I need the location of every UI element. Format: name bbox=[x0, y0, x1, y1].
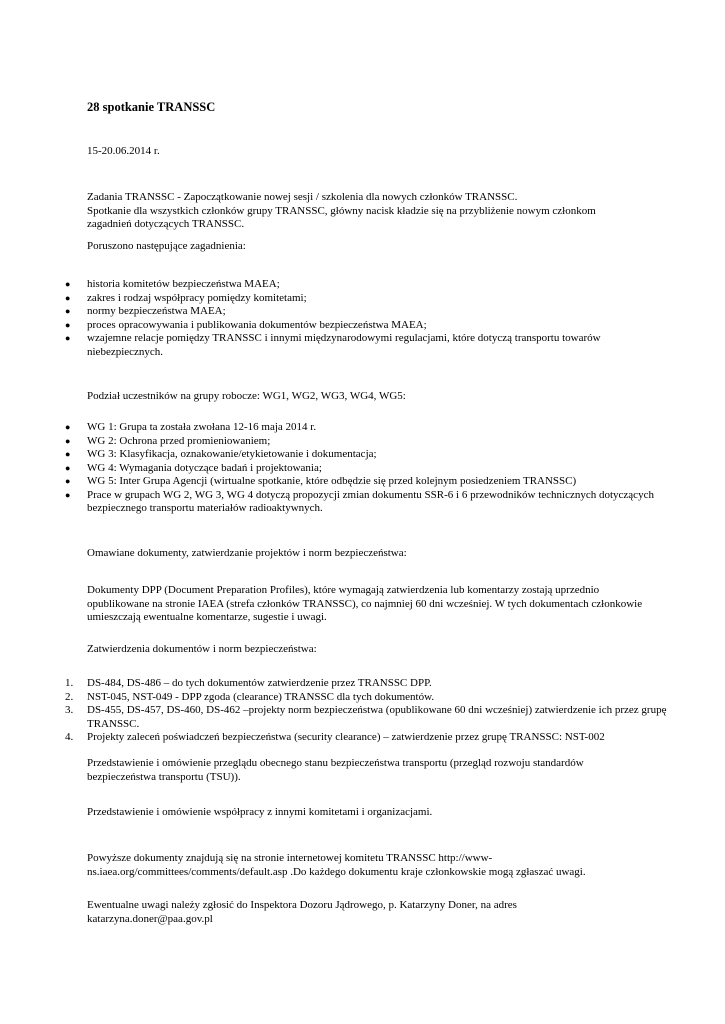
list-item: ● wzajemne relacje pomiędzy TRANSSC i innymi międzynarodowymi regulacjami, które dotyczą transportu towarów niebezpiecznych. bbox=[65, 332, 601, 358]
approvals-list bbox=[65, 677, 665, 745]
bullet-icon: ● bbox=[65, 333, 71, 343]
list-item: 3. DS-455, DS-457, DS-460, DS-462 –projekty norm bezpieczeństwa (opublikowane 60 dni wcześniej) zatwierdzenie ich przez grupę TRANSSC. bbox=[65, 704, 667, 730]
bullet-icon: ● bbox=[65, 476, 71, 486]
topics-heading: Poruszono następujące zagadnienia: bbox=[87, 240, 246, 252]
list-item: ● proces opracowywania i publikowania dokumentów bezpieczeństwa MAEA; bbox=[65, 318, 427, 331]
contact-line: Ewentualne uwagi należy zgłosić do Inspektora Dozoru Jądrowego, p. Katarzyny Doner, na adres bbox=[87, 899, 517, 911]
contact-email: katarzyna.doner@paa.gov.pl bbox=[87, 912, 213, 925]
dpp-paragraph: Dokumenty DPP (Document Preparation Profiles), które wymagają zatwierdzenia lub komentarzy zostają uprzednio opublikowane na stronie IAEA (strefa członków TRANSSC), co najmniej 60 dni wcześniej. W tych dokumentach członkowie umieszczają ewentualne komentarze, sugestie i uwagi. bbox=[87, 584, 643, 623]
website-paragraph bbox=[87, 852, 667, 879]
intro-paragraph bbox=[87, 191, 667, 232]
intro-line: Spotkanie dla wszystkich członków grupy TRANSSC, główny nacisk kładzie się na przybliżenie nowym członkom bbox=[87, 204, 596, 217]
list-item: ● historia komitetów bezpieczeństwa MAEA; bbox=[65, 278, 280, 290]
list-number: 4. bbox=[65, 731, 74, 743]
meeting-date: 15-20.06.2014 r. bbox=[87, 145, 160, 157]
bullet-icon: ● bbox=[65, 489, 71, 500]
topics-list bbox=[65, 278, 665, 359]
cooperation-paragraph: Przedstawienie i omówienie współpracy z innymi komitetami i organizacjami. bbox=[87, 806, 433, 818]
list-number: 1. bbox=[65, 677, 74, 689]
bullet-icon: ● bbox=[65, 292, 71, 303]
list-item: ● WG 3: Klasyfikacja, oznakowanie/etykietowanie i dokumentacja; bbox=[65, 448, 377, 460]
bullet-icon: ● bbox=[65, 306, 71, 316]
working-groups-heading: Podział uczestników na grupy robocze: WG1, WG2, WG3, WG4, WG5: bbox=[87, 390, 406, 402]
list-item: 4. Projekty zaleceń poświadczeń bezpieczeństwa (security clearance) – zatwierdzenie przez grupę TRANSSC: NST-002 bbox=[65, 731, 605, 743]
bullet-icon: ● bbox=[65, 422, 71, 432]
intro-line: Zadania TRANSSC - Zapoczątkowanie nowej sesji / szkolenia dla nowych członków TRANSSC. bbox=[87, 191, 518, 203]
list-item: 1. DS-484, DS-486 – do tych dokumentów zatwierdzenie przez TRANSSC DPP. bbox=[65, 677, 432, 689]
bullet-icon: ● bbox=[65, 449, 71, 459]
review-paragraph: Przedstawienie i omówienie przeglądu obecnego stanu bezpieczeństwa transportu (przegląd rozwoju standardów bezpieczeństwa transportu (TSU)). bbox=[87, 757, 584, 783]
list-item: ● WG 1: Grupa ta została zwołana 12-16 maja 2014 r. bbox=[65, 421, 317, 433]
website-line: Powyższe dokumenty znajdują się na stronie internetowej komitetu TRANSSC http://www- bbox=[87, 852, 493, 864]
bullet-icon: ● bbox=[65, 462, 71, 473]
working-groups-list bbox=[65, 421, 665, 516]
website-line: ns.iaea.org/committees/comments/default.asp .Do każdego dokumentu kraje członkowskie mogą zgłaszać uwagi. bbox=[87, 865, 586, 878]
list-number: 3. bbox=[65, 704, 74, 716]
list-number: 2. bbox=[65, 690, 74, 703]
approvals-heading: Zatwierdzenia dokumentów i norm bezpieczeństwa: bbox=[87, 643, 317, 655]
list-item: ● WG 5: Inter Grupa Agencji (wirtualne spotkanie, które odbędzie się przed kolejnym posiedzeniem TRANSSC) bbox=[65, 475, 577, 487]
list-item: ● zakres i rodzaj współpracy pomiędzy komitetami; bbox=[65, 291, 307, 304]
list-item: 2. NST-045, NST-049 - DPP zgoda (clearance) TRANSSC dla tych dokumentów. bbox=[65, 690, 435, 703]
bullet-icon: ● bbox=[65, 279, 71, 289]
page-title: 28 spotkanie TRANSSC bbox=[87, 100, 216, 114]
list-item: ● WG 4: Wymagania dotyczące badań i projektowania; bbox=[65, 461, 322, 474]
bullet-icon: ● bbox=[65, 435, 71, 446]
list-item: ● Prace w grupach WG 2, WG 3, WG 4 dotyczą propozycji zmian dokumentu SSR-6 i 6 przewodników technicznych dotyczących bezpiecznego transportu materiałów radioaktywnych. bbox=[65, 488, 654, 514]
list-item: ● WG 2: Ochrona przed promieniowaniem; bbox=[65, 434, 271, 447]
documents-heading: Omawiane dokumenty, zatwierdzanie projektów i norm bezpieczeństwa: bbox=[87, 547, 407, 559]
intro-line: zagadnień dotyczących TRANSSC. bbox=[87, 218, 245, 230]
contact-paragraph bbox=[87, 899, 647, 926]
list-item: ● normy bezpieczeństwa MAEA; bbox=[65, 305, 226, 317]
bullet-icon: ● bbox=[65, 319, 71, 330]
